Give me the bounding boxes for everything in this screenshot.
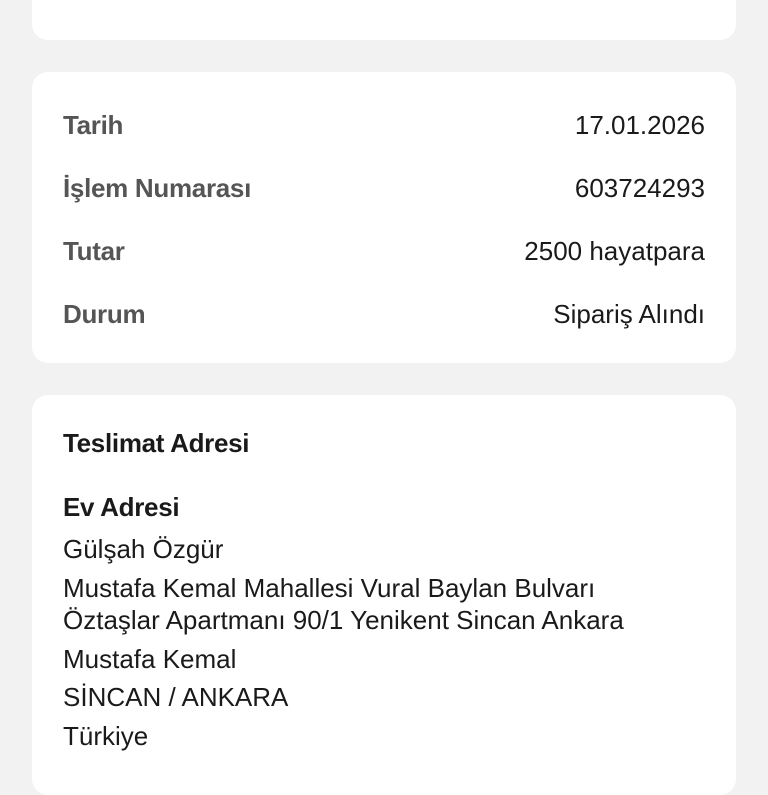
status-label: Durum <box>63 298 146 329</box>
date-row <box>63 105 705 145</box>
recipient-name: Gülşah Özgür <box>63 534 224 564</box>
transaction-number-value: 603724293 <box>574 172 705 203</box>
neighborhood: Mustafa Kemal <box>63 644 237 674</box>
transaction-number-row <box>63 168 705 208</box>
street-line-1: Mustafa Kemal Mahallesi Vural Baylan Bulvarı <box>63 573 596 603</box>
street-line-2: Öztaşlar Apartmanı 90/1 Yenikent Sincan Ankara <box>63 605 624 635</box>
date-label: Tarih <box>63 109 124 140</box>
delivery-address-card <box>32 395 736 795</box>
address-name: Ev Adresi <box>63 492 180 522</box>
date-value: 17.01.2026 <box>574 109 705 140</box>
transaction-number-label: İşlem Numarası <box>63 172 252 203</box>
previous-card <box>32 0 736 40</box>
order-details-card <box>32 72 736 363</box>
amount-value: 2500 hayatpara <box>524 235 705 266</box>
country: Türkiye <box>63 721 149 751</box>
status-row <box>63 294 705 334</box>
district-city: SİNCAN / ANKARA <box>63 682 289 712</box>
delivery-address-title: Teslimat Adresi <box>63 428 250 458</box>
amount-row <box>63 231 705 271</box>
status-value: Sipariş Alındı <box>553 298 705 329</box>
amount-label: Tutar <box>63 235 125 266</box>
